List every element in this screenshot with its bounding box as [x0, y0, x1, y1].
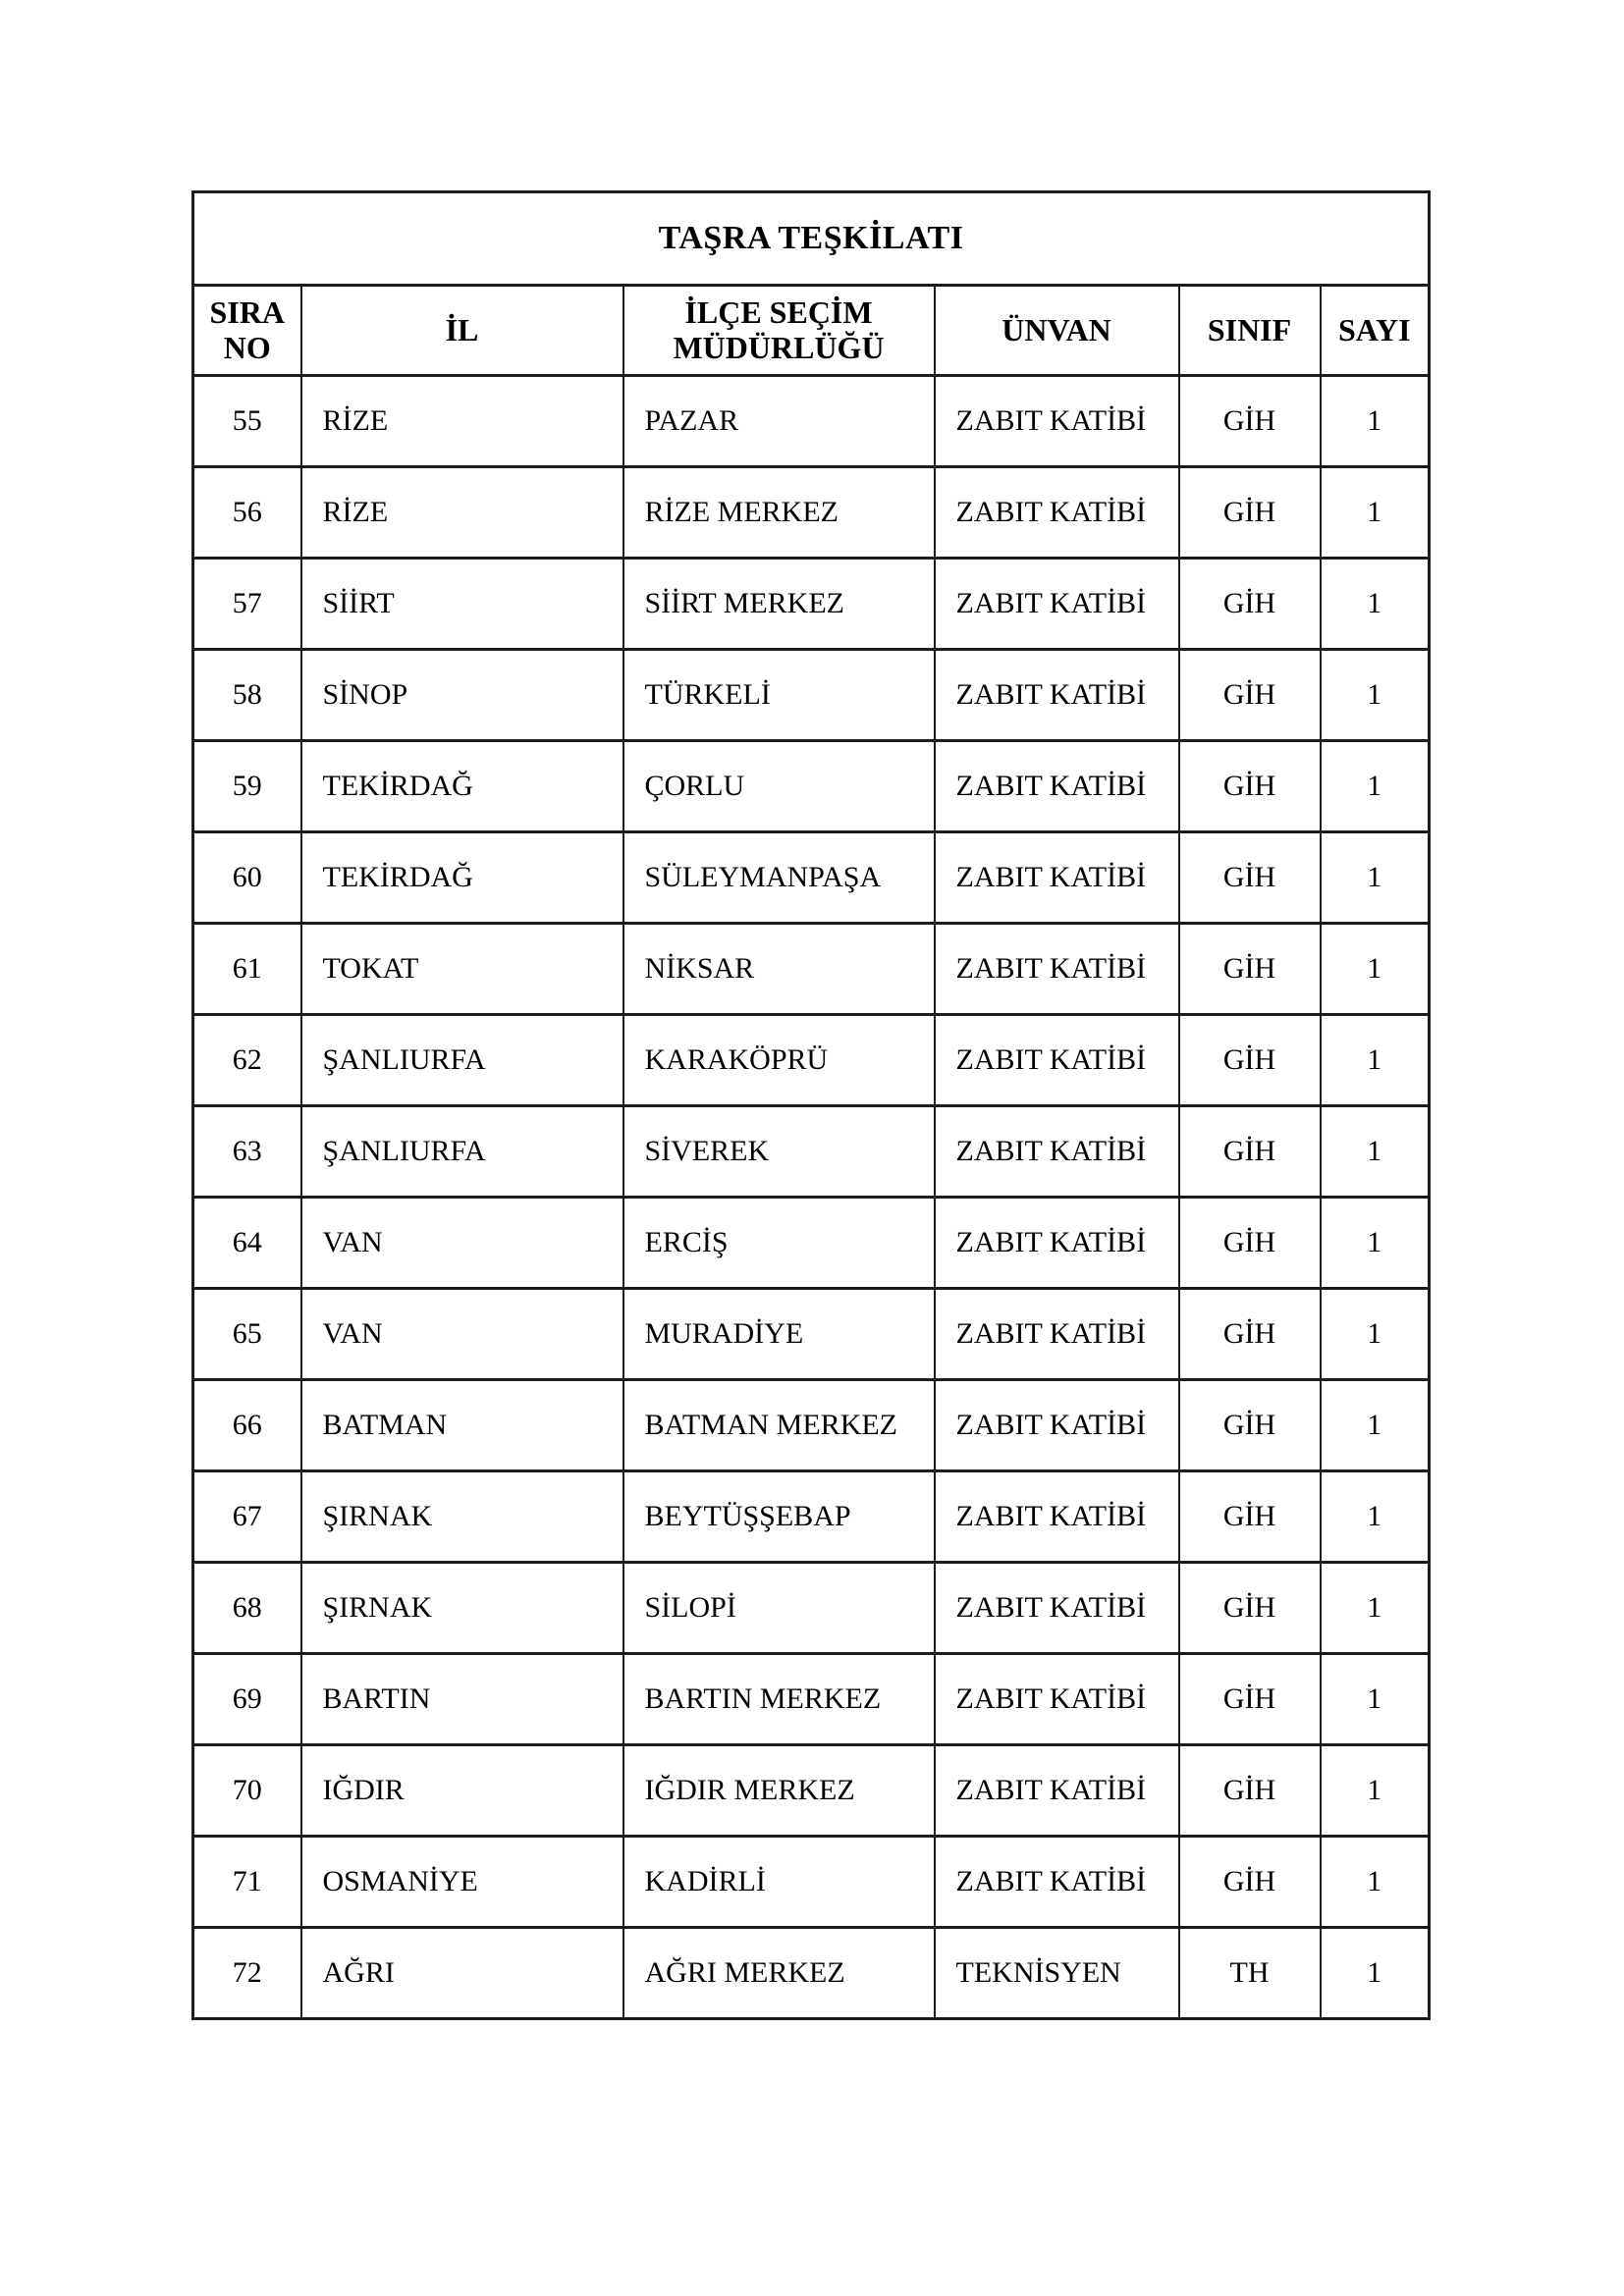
- cell-unvan: ZABIT KATİBİ: [935, 741, 1179, 832]
- cell-unvan: ZABIT KATİBİ: [935, 1198, 1179, 1289]
- cell-il: ŞANLIURFA: [301, 1106, 623, 1198]
- column-header-ilce: İLÇE SEÇİM MÜDÜRLÜĞÜ: [623, 286, 935, 376]
- cell-unvan: ZABIT KATİBİ: [935, 1471, 1179, 1563]
- column-header-sinif: SINIF: [1179, 286, 1321, 376]
- table-row: [193, 1563, 1430, 1654]
- cell-sayi: 1: [1321, 1928, 1430, 2019]
- cell-sinif: GİH: [1179, 1471, 1321, 1563]
- cell-il: SİİRT: [301, 559, 623, 650]
- table-body: [193, 376, 1430, 2019]
- cell-il: SİNOP: [301, 650, 623, 741]
- cell-sira-no: 64: [193, 1198, 301, 1289]
- cell-ilce: TÜRKELİ: [623, 650, 935, 741]
- cell-sira-no: 67: [193, 1471, 301, 1563]
- cell-ilce: KARAKÖPRÜ: [623, 1015, 935, 1106]
- cell-sira-no: 69: [193, 1654, 301, 1745]
- cell-unvan: ZABIT KATİBİ: [935, 924, 1179, 1015]
- cell-unvan: ZABIT KATİBİ: [935, 559, 1179, 650]
- cell-unvan: ZABIT KATİBİ: [935, 1106, 1179, 1198]
- cell-sinif: GİH: [1179, 1289, 1321, 1380]
- table-row: [193, 376, 1430, 467]
- cell-sinif: GİH: [1179, 1837, 1321, 1928]
- cell-unvan: ZABIT KATİBİ: [935, 376, 1179, 467]
- cell-sayi: 1: [1321, 1471, 1430, 1563]
- cell-sinif: GİH: [1179, 559, 1321, 650]
- cell-sira-no: 59: [193, 741, 301, 832]
- table-row: [193, 467, 1430, 559]
- column-header-sayi: SAYI: [1321, 286, 1430, 376]
- cell-sira-no: 65: [193, 1289, 301, 1380]
- cell-il: TEKİRDAĞ: [301, 741, 623, 832]
- cell-ilce: PAZAR: [623, 376, 935, 467]
- cell-unvan: ZABIT KATİBİ: [935, 1380, 1179, 1471]
- cell-il: VAN: [301, 1198, 623, 1289]
- cell-sayi: 1: [1321, 832, 1430, 924]
- cell-ilce: RİZE MERKEZ: [623, 467, 935, 559]
- table-row: [193, 924, 1430, 1015]
- cell-sinif: GİH: [1179, 1563, 1321, 1654]
- cell-sira-no: 63: [193, 1106, 301, 1198]
- cell-ilce: SİVEREK: [623, 1106, 935, 1198]
- cell-sayi: 1: [1321, 1289, 1430, 1380]
- column-header-il: İL: [301, 286, 623, 376]
- table-row: [193, 1015, 1430, 1106]
- cell-sinif: GİH: [1179, 467, 1321, 559]
- cell-sira-no: 62: [193, 1015, 301, 1106]
- cell-sayi: 1: [1321, 1015, 1430, 1106]
- table-row: [193, 1745, 1430, 1837]
- cell-sayi: 1: [1321, 467, 1430, 559]
- column-header-unvan: ÜNVAN: [935, 286, 1179, 376]
- cell-il: TOKAT: [301, 924, 623, 1015]
- table-row: [193, 1380, 1430, 1471]
- cell-sira-no: 70: [193, 1745, 301, 1837]
- cell-unvan: ZABIT KATİBİ: [935, 1289, 1179, 1380]
- cell-sayi: 1: [1321, 1380, 1430, 1471]
- cell-sira-no: 68: [193, 1563, 301, 1654]
- cell-ilce: BARTIN MERKEZ: [623, 1654, 935, 1745]
- cell-unvan: TEKNİSYEN: [935, 1928, 1179, 2019]
- cell-unvan: ZABIT KATİBİ: [935, 1015, 1179, 1106]
- cell-sinif: GİH: [1179, 376, 1321, 467]
- cell-sinif: GİH: [1179, 741, 1321, 832]
- cell-il: ŞANLIURFA: [301, 1015, 623, 1106]
- cell-sinif: GİH: [1179, 1106, 1321, 1198]
- cell-sinif: GİH: [1179, 1745, 1321, 1837]
- cell-sinif: GİH: [1179, 1015, 1321, 1106]
- table-header-row: [193, 286, 1430, 376]
- cell-unvan: ZABIT KATİBİ: [935, 467, 1179, 559]
- cell-il: TEKİRDAĞ: [301, 832, 623, 924]
- table-row: [193, 1837, 1430, 1928]
- cell-sira-no: 71: [193, 1837, 301, 1928]
- cell-sinif: GİH: [1179, 1654, 1321, 1745]
- cell-sinif: TH: [1179, 1928, 1321, 2019]
- cell-il: OSMANİYE: [301, 1837, 623, 1928]
- cell-ilce: KADİRLİ: [623, 1837, 935, 1928]
- table-row: [193, 650, 1430, 741]
- cell-ilce: MURADİYE: [623, 1289, 935, 1380]
- cell-sinif: GİH: [1179, 832, 1321, 924]
- cell-unvan: ZABIT KATİBİ: [935, 1745, 1179, 1837]
- table-row: [193, 559, 1430, 650]
- cell-il: BATMAN: [301, 1380, 623, 1471]
- cell-sira-no: 61: [193, 924, 301, 1015]
- table-row: [193, 1106, 1430, 1198]
- cell-il: AĞRI: [301, 1928, 623, 2019]
- cell-ilce: AĞRI MERKEZ: [623, 1928, 935, 2019]
- cell-ilce: IĞDIR MERKEZ: [623, 1745, 935, 1837]
- cell-unvan: ZABIT KATİBİ: [935, 1563, 1179, 1654]
- cell-il: VAN: [301, 1289, 623, 1380]
- cell-unvan: ZABIT KATİBİ: [935, 1654, 1179, 1745]
- cell-sira-no: 66: [193, 1380, 301, 1471]
- cell-sayi: 1: [1321, 1198, 1430, 1289]
- cell-il: IĞDIR: [301, 1745, 623, 1837]
- cell-il: RİZE: [301, 376, 623, 467]
- cell-sayi: 1: [1321, 1654, 1430, 1745]
- cell-ilce: BEYTÜŞŞEBAP: [623, 1471, 935, 1563]
- table-title-row: [193, 192, 1430, 286]
- cell-ilce: SÜLEYMANPAŞA: [623, 832, 935, 924]
- cell-sayi: 1: [1321, 376, 1430, 467]
- tasra-teskilati-table: [191, 190, 1431, 2020]
- cell-sayi: 1: [1321, 1106, 1430, 1198]
- table-row: [193, 1198, 1430, 1289]
- cell-il: RİZE: [301, 467, 623, 559]
- cell-il: ŞIRNAK: [301, 1563, 623, 1654]
- cell-sayi: 1: [1321, 1745, 1430, 1837]
- cell-sayi: 1: [1321, 924, 1430, 1015]
- cell-unvan: ZABIT KATİBİ: [935, 832, 1179, 924]
- cell-ilce: SİLOPİ: [623, 1563, 935, 1654]
- cell-sinif: GİH: [1179, 1198, 1321, 1289]
- cell-sira-no: 60: [193, 832, 301, 924]
- cell-sayi: 1: [1321, 559, 1430, 650]
- cell-ilce: NİKSAR: [623, 924, 935, 1015]
- cell-sinif: GİH: [1179, 1380, 1321, 1471]
- table-row: [193, 1289, 1430, 1380]
- table-title: TAŞRA TEŞKİLATI: [193, 192, 1430, 286]
- table-row: [193, 741, 1430, 832]
- table-head: [193, 192, 1430, 376]
- table-row: [193, 1471, 1430, 1563]
- cell-unvan: ZABIT KATİBİ: [935, 1837, 1179, 1928]
- column-header-sira-no: SIRA NO: [193, 286, 301, 376]
- cell-il: BARTIN: [301, 1654, 623, 1745]
- cell-sira-no: 57: [193, 559, 301, 650]
- cell-sira-no: 55: [193, 376, 301, 467]
- table-row: [193, 1654, 1430, 1745]
- cell-sayi: 1: [1321, 650, 1430, 741]
- cell-unvan: ZABIT KATİBİ: [935, 650, 1179, 741]
- cell-sayi: 1: [1321, 741, 1430, 832]
- cell-sira-no: 72: [193, 1928, 301, 2019]
- cell-sayi: 1: [1321, 1837, 1430, 1928]
- table-row: [193, 832, 1430, 924]
- cell-ilce: BATMAN MERKEZ: [623, 1380, 935, 1471]
- cell-sira-no: 58: [193, 650, 301, 741]
- cell-ilce: ÇORLU: [623, 741, 935, 832]
- cell-sira-no: 56: [193, 467, 301, 559]
- cell-sinif: GİH: [1179, 924, 1321, 1015]
- cell-ilce: SİİRT MERKEZ: [623, 559, 935, 650]
- cell-sinif: GİH: [1179, 650, 1321, 741]
- cell-ilce: ERCİŞ: [623, 1198, 935, 1289]
- table-row: [193, 1928, 1430, 2019]
- cell-il: ŞIRNAK: [301, 1471, 623, 1563]
- cell-sayi: 1: [1321, 1563, 1430, 1654]
